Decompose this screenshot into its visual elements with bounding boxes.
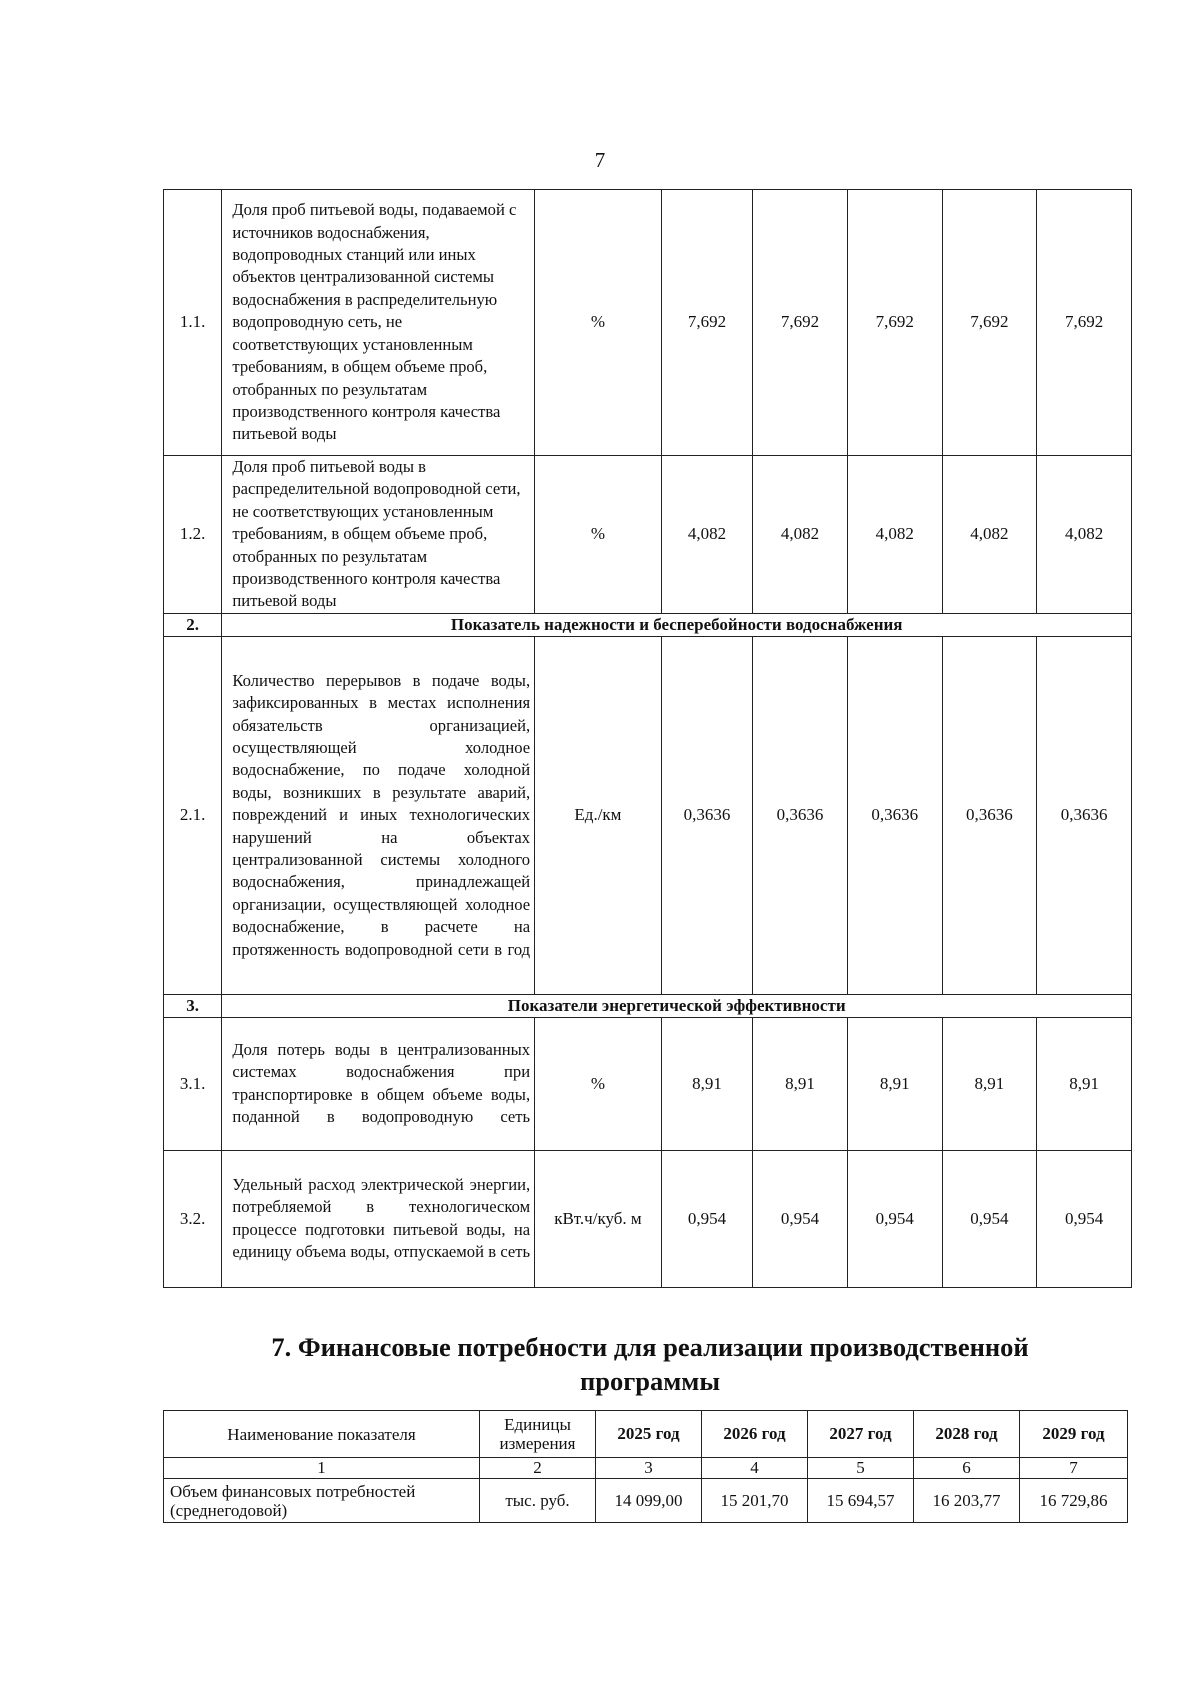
value-cell: 7,692 [847,190,942,456]
value-cell: 7,692 [661,190,752,456]
value-cell: 8,91 [847,1017,942,1150]
value-cell: 8,91 [661,1017,752,1150]
value-cell: 4,082 [1037,456,1132,614]
value-cell: 0,3636 [661,636,752,994]
page-number: 7 [594,148,606,172]
column-header: Единицы измерения [480,1411,596,1458]
finance-table [163,1410,1128,1523]
column-number: 4 [702,1458,808,1479]
unit-cell: % [535,1017,662,1150]
column-number: 3 [596,1458,702,1479]
unit-cell: % [535,456,662,614]
table-row [164,1150,1132,1287]
column-header: 2029 год [1020,1411,1128,1458]
column-number: 7 [1020,1458,1128,1479]
column-number-row [164,1458,1128,1479]
unit-cell: тыс. руб. [480,1479,596,1523]
row-number: 1.2. [164,456,222,614]
value-cell: 0,3636 [753,636,848,994]
section-number: 2. [164,613,222,636]
value-cell: 0,954 [661,1150,752,1287]
value-cell: 0,3636 [942,636,1037,994]
value-cell: 4,082 [942,456,1037,614]
value-cell: 0,954 [753,1150,848,1287]
value-cell: 16 203,77 [914,1479,1020,1523]
section-title: Показатель надежности и бесперебойности водоснабжения [222,613,1132,636]
value-cell: 7,692 [1037,190,1132,456]
section-row [164,613,1132,636]
indicator-description: Доля потерь воды в централизованных системах водоснабжения при транспортировке в общем объеме воды, поданной в водопроводную сеть [222,1017,535,1150]
value-cell: 7,692 [942,190,1037,456]
value-cell: 7,692 [753,190,848,456]
value-cell: 4,082 [847,456,942,614]
row-number: 2.1. [164,636,222,994]
column-number: 2 [480,1458,596,1479]
section-heading: 7. Финансовые потребности для реализации производственной программы [271,1332,1029,1396]
value-cell: 8,91 [942,1017,1037,1150]
row-number: 3.1. [164,1017,222,1150]
section-title: Показатели энергетической эффективности [222,994,1132,1017]
unit-cell: кВт.ч/куб. м [535,1150,662,1287]
value-cell: 8,91 [753,1017,848,1150]
row-number: 3.2. [164,1150,222,1287]
column-number: 5 [808,1458,914,1479]
indicators-table [163,189,1132,1288]
table-row [164,1017,1132,1150]
table-row [164,190,1132,456]
column-header: 2026 год [702,1411,808,1458]
table-row [164,1479,1128,1523]
indicator-description: Доля проб питьевой воды, подаваемой с источников водоснабжения, водопроводных станций или иных объектов централизованной системы водоснабжения в распределительную водопроводную сеть, не соответствующих установленным требованиям, в общем объеме проб, отобранных по результатам производственного контроля качества питьевой воды [222,190,535,456]
table-row [164,456,1132,614]
value-cell: 0,3636 [1037,636,1132,994]
table-row [164,636,1132,994]
value-cell: 16 729,86 [1020,1479,1128,1523]
unit-cell: Ед./км [535,636,662,994]
value-cell: 0,954 [1037,1150,1132,1287]
column-header: Наименование показателя [164,1411,480,1458]
section-row [164,994,1132,1017]
value-cell: 4,082 [661,456,752,614]
value-cell: 15 201,70 [702,1479,808,1523]
column-header: 2028 год [914,1411,1020,1458]
value-cell: 0,954 [847,1150,942,1287]
row-number: 1.1. [164,190,222,456]
value-cell: 8,91 [1037,1017,1132,1150]
column-header: 2025 год [596,1411,702,1458]
section-number: 3. [164,994,222,1017]
value-cell: 14 099,00 [596,1479,702,1523]
value-cell: 0,954 [942,1150,1037,1287]
value-cell: 0,3636 [847,636,942,994]
indicator-description: Количество перерывов в подаче воды, зафиксированных в местах исполнения обязательств организацией, осуществляющей холодное водоснабжение, по подаче холодной воды, возникших в результате аварий, повреждений и иных технологических нарушений на объектах централизованной системы холодного водоснабжения, принадлежащей организации, осуществляющей холодное водоснабжение, в расчете на протяженность водопроводной сети в год [222,636,535,994]
unit-cell: % [535,190,662,456]
indicator-description: Доля проб питьевой воды в распределительной водопроводной сети, не соответствующих установленным требованиям, в общем объеме проб, отобранных по результатам производственного контроля качества питьевой воды [222,456,535,614]
column-number: 6 [914,1458,1020,1479]
header-row [164,1411,1128,1458]
column-number: 1 [164,1458,480,1479]
indicator-description: Удельный расход электрической энергии, потребляемой в технологическом процессе подготовки питьевой воды, на единицу объема воды, отпускаемой в сеть [222,1150,535,1287]
value-cell: 15 694,57 [808,1479,914,1523]
indicator-name: Объем финансовых потребностей (среднегодовой) [164,1479,480,1523]
value-cell: 4,082 [753,456,848,614]
column-header: 2027 год [808,1411,914,1458]
